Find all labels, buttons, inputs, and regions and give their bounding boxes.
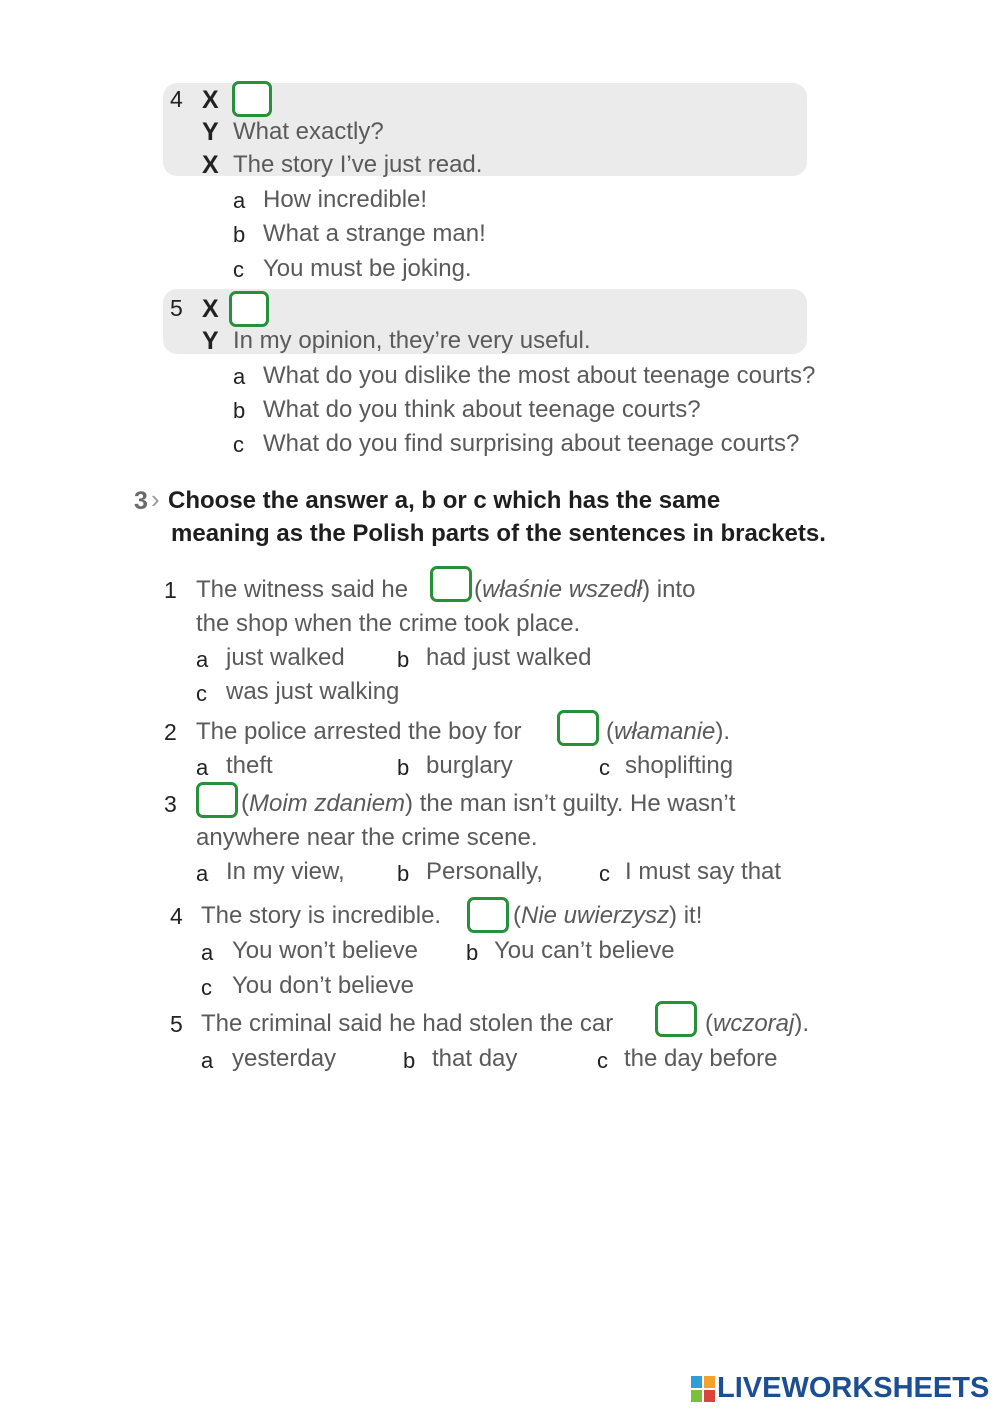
- q5-option-b-letter: b: [233, 398, 246, 423]
- ex3-q5-option-b: that day: [432, 1045, 518, 1072]
- exercise-3-number: 3: [134, 487, 148, 515]
- ex3-q1-option-b: had just walked: [426, 644, 592, 671]
- q4-option-a-letter: a: [233, 188, 246, 213]
- q5-answer-box[interactable]: [229, 291, 269, 327]
- ex3-q3-number: 3: [164, 791, 177, 817]
- ex3-q3-polish-text: Moim zdaniem: [249, 790, 406, 817]
- ex3-q1-text-after: ) into: [642, 576, 696, 603]
- ex3-q4-polish-text: Nie uwierzysz: [521, 902, 670, 929]
- ex3-q3-option-b-letter: b: [397, 861, 410, 886]
- ex3-q4-option-c: You don’t believe: [232, 972, 414, 999]
- ex3-q2-polish-text: włamanie: [614, 718, 716, 745]
- ex3-q1-text-before: The witness said he: [196, 576, 409, 603]
- q4-option-b: What a strange man!: [263, 220, 486, 247]
- ex3-q5-polish: (wczoraj).: [705, 1010, 810, 1037]
- ex3-q3-option-a: In my view,: [226, 858, 345, 885]
- q5-option-a: What do you dislike the most about teenage courts?: [263, 362, 816, 389]
- ex3-q2-option-a-letter: a: [196, 755, 209, 780]
- ex3-q5-polish-text: wczoraj: [713, 1010, 795, 1037]
- ex3-q2-option-a: theft: [226, 752, 273, 779]
- ex3-q4-option-b-letter: b: [466, 940, 479, 965]
- ex3-q5-option-a-letter: a: [201, 1048, 214, 1073]
- ex3-q1-option-a-letter: a: [196, 647, 209, 672]
- q4-answer-box[interactable]: [232, 81, 272, 117]
- ex3-q2-option-b: burglary: [426, 752, 513, 779]
- exercise-3-chevron-icon: ›: [151, 484, 160, 514]
- ex3-q3-option-b: Personally,: [426, 858, 543, 885]
- q5-option-b: What do you think about teenage courts?: [263, 396, 701, 423]
- q5-number: 5: [170, 295, 183, 321]
- ex3-q3-answer-box[interactable]: [196, 782, 238, 818]
- ex3-q4-number: 4: [170, 903, 183, 929]
- q4-line-x2: The story I’ve just read.: [233, 151, 483, 178]
- ex3-q1-polish-text: właśnie wszedł: [482, 576, 643, 603]
- q5-line-y: In my opinion, they’re very useful.: [233, 327, 591, 354]
- ex3-q5-text-before: The criminal said he had stolen the car: [201, 1010, 614, 1037]
- exercise-3-instruction-line1: Choose the answer a, b or c which has the same: [168, 487, 721, 514]
- ex3-q1-line2: the shop when the crime took place.: [196, 610, 581, 637]
- q5-speaker-x: X: [202, 295, 219, 323]
- ex3-q2-text-after: ).: [715, 718, 731, 745]
- exercise-3-instruction-line2: meaning as the Polish parts of the sentences in brackets.: [171, 520, 826, 547]
- q4-option-b-letter: b: [233, 222, 246, 247]
- ex3-q2-answer-box[interactable]: [557, 710, 599, 746]
- ex3-q3-option-c: I must say that: [625, 858, 782, 885]
- q4-speaker-y: Y: [202, 118, 219, 146]
- ex3-q3-text-after: ) the man isn’t guilty. He wasn’t: [405, 790, 736, 817]
- liveworksheets-logo-text: LIVEWORKSHEETS: [717, 1372, 990, 1404]
- ex3-q4-option-a-letter: a: [201, 940, 214, 965]
- ex3-q1-option-c: was just walking: [226, 678, 400, 705]
- ex3-q4-text-before: The story is incredible.: [201, 902, 442, 929]
- liveworksheets-logo-icon: [691, 1376, 715, 1402]
- ex3-q5-option-c: the day before: [624, 1045, 778, 1072]
- ex3-q1-number: 1: [164, 577, 177, 603]
- q5-option-a-letter: a: [233, 364, 246, 389]
- ex3-q5-option-c-letter: c: [597, 1048, 608, 1073]
- ex3-q3-polish: (Moim zdaniem) the man isn’t guilty. He wasn’t: [241, 790, 736, 817]
- ex3-q1-option-a: just walked: [226, 644, 345, 671]
- ex3-q1-polish: (właśnie wszedł) into: [474, 576, 696, 603]
- ex3-q2-polish: (włamanie).: [606, 718, 731, 745]
- ex3-q3-line2: anywhere near the crime scene.: [196, 824, 538, 851]
- ex3-q5-text-after: ).: [794, 1010, 810, 1037]
- ex3-q5-answer-box[interactable]: [655, 1001, 697, 1037]
- q4-option-c-letter: c: [233, 257, 244, 282]
- ex3-q1-option-c-letter: c: [196, 681, 207, 706]
- q5-speaker-y: Y: [202, 327, 219, 355]
- ex3-q4-option-c-letter: c: [201, 975, 212, 1000]
- ex3-q4-text-after: ) it!: [669, 902, 703, 929]
- ex3-q3-option-c-letter: c: [599, 861, 610, 886]
- ex3-q4-polish: (Nie uwierzysz) it!: [513, 902, 703, 929]
- ex3-q3-option-a-letter: a: [196, 861, 209, 886]
- ex3-q5-option-b-letter: b: [403, 1048, 416, 1073]
- q5-option-c-letter: c: [233, 432, 244, 457]
- ex3-q2-number: 2: [164, 719, 177, 745]
- q4-speaker-x2: X: [202, 151, 219, 179]
- ex3-q1-answer-box[interactable]: [430, 566, 472, 602]
- ex3-q2-text-before: The police arrested the boy for: [196, 718, 522, 745]
- ex3-q4-option-a: You won’t believe: [232, 937, 418, 964]
- q4-option-c: You must be joking.: [263, 255, 472, 282]
- ex3-q4-answer-box[interactable]: [467, 897, 509, 933]
- ex3-q2-option-b-letter: b: [397, 755, 410, 780]
- ex3-q2-option-c-letter: c: [599, 755, 610, 780]
- ex3-q5-option-a: yesterday: [232, 1045, 337, 1072]
- q4-number: 4: [170, 86, 183, 112]
- ex3-q2-option-c: shoplifting: [625, 752, 734, 779]
- q4-line-y: What exactly?: [233, 118, 384, 145]
- ex3-q5-number: 5: [170, 1011, 183, 1037]
- ex3-q1-option-b-letter: b: [397, 647, 410, 672]
- q4-option-a: How incredible!: [263, 186, 428, 213]
- q5-option-c: What do you find surprising about teenage courts?: [263, 430, 800, 457]
- ex3-q4-option-b: You can’t believe: [494, 937, 675, 964]
- q4-speaker-x1: X: [202, 86, 219, 114]
